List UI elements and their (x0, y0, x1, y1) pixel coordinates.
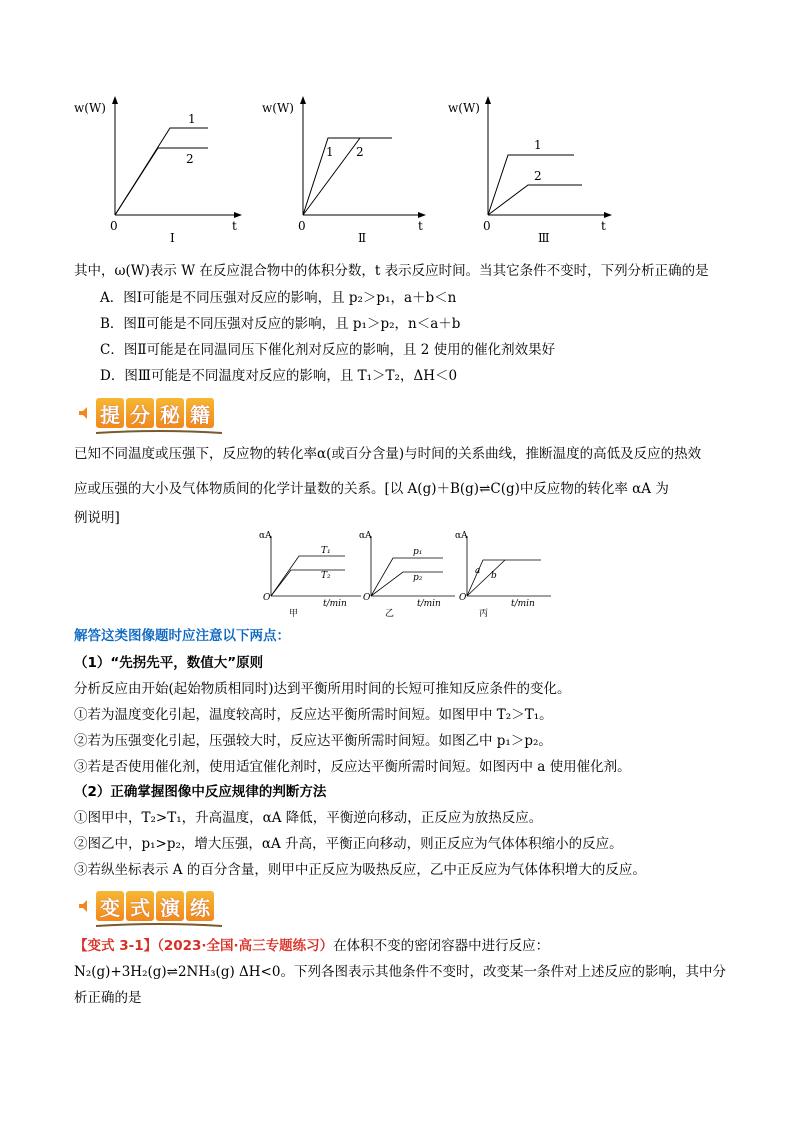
speaker-icon (78, 899, 92, 913)
point1-title: （1）“先拐先平，数值大”原则 (74, 655, 264, 671)
x-axis-label: t/min (323, 599, 347, 609)
graph-jia (259, 531, 361, 619)
banner-char: 演 (156, 891, 184, 921)
point1-line-3: ②若为压强变化引起，压强较大时，反应达平衡所需时间短。如图乙中 p₁＞p₂。 (74, 733, 552, 749)
tips-line-2: 应或压强的大小及气体物质间的化学计量数的关系。[以 A(g)＋B(g)⇌C(g)中反应物的转化率 αA 为 (74, 481, 669, 497)
curve-label-1: 1 (534, 138, 542, 152)
mid-graphs (255, 528, 555, 620)
panel-caption: 乙 (385, 609, 395, 619)
curve-label-lower: T₂ (321, 571, 331, 581)
y-axis-label: w(W) (74, 101, 106, 115)
banner-char: 练 (186, 891, 214, 921)
y-axis-label: αA (455, 531, 468, 541)
y-axis-label: w(W) (262, 101, 294, 115)
banner-char: 秘 (156, 398, 184, 428)
curve-label-2: 2 (534, 169, 542, 183)
variant-text: 在体积不变的密闭容器中进行反应： (333, 938, 550, 954)
variant-line-3: 析正确的是 (74, 990, 142, 1006)
answer-heading: 解答这类图像题时应注意以下两点： (74, 628, 290, 644)
panel-caption: 丙 (479, 609, 489, 619)
curve-label-1: 1 (326, 145, 334, 159)
option-b[interactable]: B．图Ⅱ可能是不同压强对反应的影响，且 p₁＞p₂，n＜a＋b (100, 316, 461, 332)
option-c[interactable]: C．图Ⅱ可能是在同温同压下催化剂对反应的影响，且 2 使用的催化剂效果好 (100, 342, 556, 358)
origin-label: O (263, 593, 271, 603)
graph-bing (455, 531, 551, 619)
banner-tips (78, 393, 214, 433)
point2-line-2: ②图乙中，p₁>p₂，增大压强，αA 升高，平衡正向移动，则正反应为气体体积缩小的反应。 (74, 836, 623, 852)
swoosh-decoration (94, 429, 224, 435)
curve-label-upper: p₁ (413, 547, 423, 557)
variant-header (74, 936, 549, 956)
graph-panel-3 (448, 96, 612, 245)
curve-label-1: 1 (188, 112, 196, 126)
x-axis-label: t (232, 219, 237, 233)
variant-tag: 【变式 3-1】 (74, 938, 158, 954)
graph-yi (359, 531, 455, 619)
x-axis-label: t (601, 219, 606, 233)
origin-label: 0 (298, 219, 306, 233)
curve-label-upper: T₁ (321, 546, 331, 556)
panel-roman: Ⅱ (358, 231, 367, 245)
curve-label-2: 2 (186, 152, 194, 166)
curve-label-upper: a (475, 566, 481, 576)
panel-roman: Ⅰ (170, 231, 175, 245)
banner-char: 分 (126, 398, 154, 428)
option-d[interactable]: D．图Ⅲ可能是不同温度对反应的影响，且 T₁＞T₂，ΔH＜0 (100, 368, 458, 384)
point2-title: （2）正确掌握图像中反应规律的判断方法 (74, 784, 327, 800)
point1-line-2: ①若为温度变化引起，温度较高时，反应达平衡所需时间短。如图甲中 T₂＞T₁。 (74, 707, 553, 723)
banner-char: 式 (126, 891, 154, 921)
graph-panel-2 (262, 96, 426, 245)
origin-label: O (459, 593, 467, 603)
curve-label-2: 2 (356, 145, 364, 159)
panel-caption: 甲 (289, 609, 299, 619)
point1-line-4: ③若是否使用催化剂，使用适宜催化剂时，反应达平衡所需时间短。如图丙中 a 使用催化剂。 (74, 759, 631, 775)
origin-label: O (363, 593, 371, 603)
speaker-icon (78, 406, 92, 420)
x-axis-label: t/min (511, 599, 535, 609)
variant-line-2: N₂(g)+3H₂(g)⇌2NH₃(g) ΔH<0。下列各图表示其他条件不变时，改变某一条件对上述反应的影响，其中分 (74, 964, 726, 980)
tips-line-3: 例说明] (74, 510, 120, 526)
top-graphs (60, 90, 620, 250)
y-axis-label: αA (259, 531, 272, 541)
origin-label: 0 (483, 219, 491, 233)
origin-label: 0 (110, 219, 118, 233)
swoosh-decoration (94, 922, 224, 928)
question-intro: 其中，ω(W)表示 W 在反应混合物中的体积分数，t 表示反应时间。当其它条件不变时，下列分析正确的是 (74, 263, 709, 279)
curve-label-lower: p₂ (413, 573, 423, 583)
banner-char: 籍 (186, 398, 214, 428)
banner-char: 变 (96, 891, 124, 921)
option-a[interactable]: A．图Ⅰ可能是不同压强对反应的影响，且 p₂＞p₁，a＋b＜n (100, 290, 457, 306)
panel-roman: Ⅲ (538, 231, 550, 245)
curve-label-lower: b (491, 571, 497, 581)
point2-line-1: ①图甲中，T₂>T₁，升高温度，αA 降低，平衡逆向移动，正反应为放热反应。 (74, 810, 543, 826)
point1-line-1: 分析反应由开始(起始物质相同时)达到平衡所用时间的长短可推知反应条件的变化。 (74, 681, 571, 697)
graph-panel-1 (74, 96, 242, 245)
point2-line-3: ③若纵坐标表示 A 的百分含量，则甲中正反应为吸热反应，乙中正反应为气体体积增大的反应。 (74, 862, 646, 878)
y-axis-label: αA (359, 531, 372, 541)
y-axis-label: w(W) (448, 101, 480, 115)
banner-char: 提 (96, 398, 124, 428)
x-axis-label: t/min (417, 599, 441, 609)
tips-line-1: 已知不同温度或压强下，反应物的转化率α(或百分含量)与时间的关系曲线，推断温度的高低及反应的热效 (74, 446, 702, 462)
variant-source: （2023·全国·高三专题练习） (157, 938, 334, 954)
banner-practice (78, 886, 214, 926)
x-axis-label: t (418, 219, 423, 233)
